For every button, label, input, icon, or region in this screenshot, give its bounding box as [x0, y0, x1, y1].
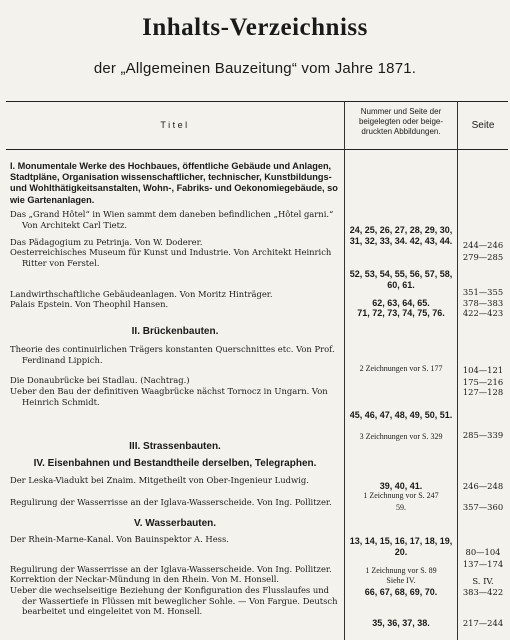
section-heading-3: III. Strassenbauten. — [129, 441, 221, 452]
section-heading-4: IV. Eisenbahnen und Bestandtheile derselben, Telegraphen. — [33, 458, 317, 469]
entry-figures: 45, 46, 47, 48, 49, 50, 51. — [349, 410, 453, 420]
entry-title: Ueber den Bau der definitiven Waagbrücke nächst Tornocz in Ungarn. Von Heinrich Schmidt. — [10, 386, 328, 407]
entry-figures: 2 Zeichnungen vor S. 177 — [359, 364, 443, 373]
header-bottom-rule — [6, 149, 508, 150]
entry-figures: 62, 63, 64, 65. — [372, 298, 430, 308]
entry-figures: 1 Zeichnung vor S. 89 — [365, 566, 437, 575]
section-heading-1: I. Monumentale Werke des Hochbaues, öffentliche Gebäude und Anlagen, Stadtpläne, Organisation wissenschaftlicher, technischer, Kunstbildungs- und Wohlthätigkeitsanstalten, Wohn-, Fabriks- und Oekonomiegebäude, so wie Gartenanlagen. — [10, 161, 338, 205]
entry-page: 217—244 — [462, 618, 504, 628]
entry-figures: 3 Zeichnungen vor S. 329 — [359, 432, 443, 441]
entry-page: 422—423 — [462, 308, 504, 318]
entry-title: Regulirung der Wasserrisse an der Iglava-Wasserscheide. Von Ing. Pollitzer. — [10, 564, 332, 574]
entry-page: 246—248 — [462, 481, 504, 491]
entry-figures: 66, 67, 68, 69, 70. — [364, 587, 438, 597]
entry-title: Das Pädagogium zu Petrinja. Von W. Doderer. — [10, 237, 203, 247]
entry-title: Ueber die wechselseitige Beziehung der Konfiguration des Flusslaufes und der Wassertiefe in Flüssen mit beweglicher Sohle. — Von Fargue. Deutsch bearbeitet und eingeleitet von M. Honsell. — [10, 585, 338, 616]
column-divider-1 — [344, 101, 345, 640]
entry-figures: 1 Zeichnung vor S. 247 59. — [363, 491, 439, 512]
section-heading-5: V. Wasserbauten. — [133, 518, 217, 529]
entry-title: Palais Epstein. Von Theophil Hansen. — [10, 299, 169, 309]
entry-title: Der Leska-Viadukt bei Znaim. Mitgetheilt von Ober-Ingenieur Ludwig. — [10, 475, 309, 485]
entry-page: 244—246 279—285 — [462, 240, 504, 262]
entry-page: S. IV. — [472, 576, 494, 586]
column-header-title: Titel — [160, 120, 190, 130]
column-header-page: Seite — [471, 120, 495, 131]
entry-title: Oesterreichisches Museum für Kunst und Industrie. Von Architekt Heinrich Ritter von Ferstel. — [10, 247, 332, 268]
page-subtitle: der „Allgemeinen Bauzeitung“ vom Jahre 1871. — [93, 60, 417, 77]
entry-figures: 52, 53, 54, 55, 56, 57, 58, 60, 61. — [349, 269, 453, 290]
entry-page: 285—339 — [462, 430, 504, 440]
entry-title: Die Donaubrücke bei Stadlau. (Nachtrag.) — [10, 375, 190, 385]
page-title: Inhalts-Verzeichniss — [142, 14, 368, 41]
entry-title: Regulirung der Wasserrisse an der Iglava-Wasserscheide. Von Ing. Pollitzer. — [10, 497, 332, 507]
entry-page: 351—355 — [462, 287, 504, 297]
entry-figures: 71, 72, 73, 74, 75, 76. — [357, 308, 445, 318]
entry-page: 378—383 — [462, 298, 504, 308]
entry-title: Der Rhein-Marne-Kanal. Von Bauinspektor A. Hess. — [10, 534, 229, 544]
entry-title: Korrektion der Neckar-Mündung in den Rhein. Von M. Honsell. — [10, 574, 280, 584]
entry-page: 357—360 — [462, 502, 504, 512]
entry-figures: Siehe IV. — [386, 576, 416, 585]
contents-table — [6, 101, 508, 640]
entry-figures: 24, 25, 26, 27, 28, 29, 30, 31, 32, 33, 34. 42, 43, 44. — [349, 225, 453, 246]
section-heading-2: II. Brückenbauten. — [131, 326, 219, 337]
entry-page: 127—128 — [462, 387, 504, 397]
entry-figures: 13, 14, 15, 16, 17, 18, 19, 20. — [349, 536, 453, 557]
column-header-figures: Nummer und Seite der beigelegten oder beige- druckten Abbildungen. — [358, 107, 444, 136]
entry-title: Das „Grand Hôtel“ in Wien sammt dem daneben befindlichen „Hôtel garni.“ Von Architekt Carl Tietz. — [10, 209, 334, 230]
entry-page: 383—422 — [462, 587, 504, 597]
table-top-rule — [6, 101, 508, 102]
entry-figures: 39, 40, 41. — [379, 481, 423, 491]
entry-figures: 35, 36, 37, 38. — [372, 618, 430, 628]
entry-page: 80—104 137—174 — [462, 547, 504, 569]
entry-title: Theorie des continuirlichen Trägers konstanten Querschnittes etc. Von Prof. Ferdinand Lippich. — [10, 344, 335, 365]
entry-page: 104—121 175—216 — [462, 365, 504, 387]
entry-title: Landwirthschaftliche Gebäudeanlagen. Von Moritz Hinträger. — [10, 289, 273, 299]
